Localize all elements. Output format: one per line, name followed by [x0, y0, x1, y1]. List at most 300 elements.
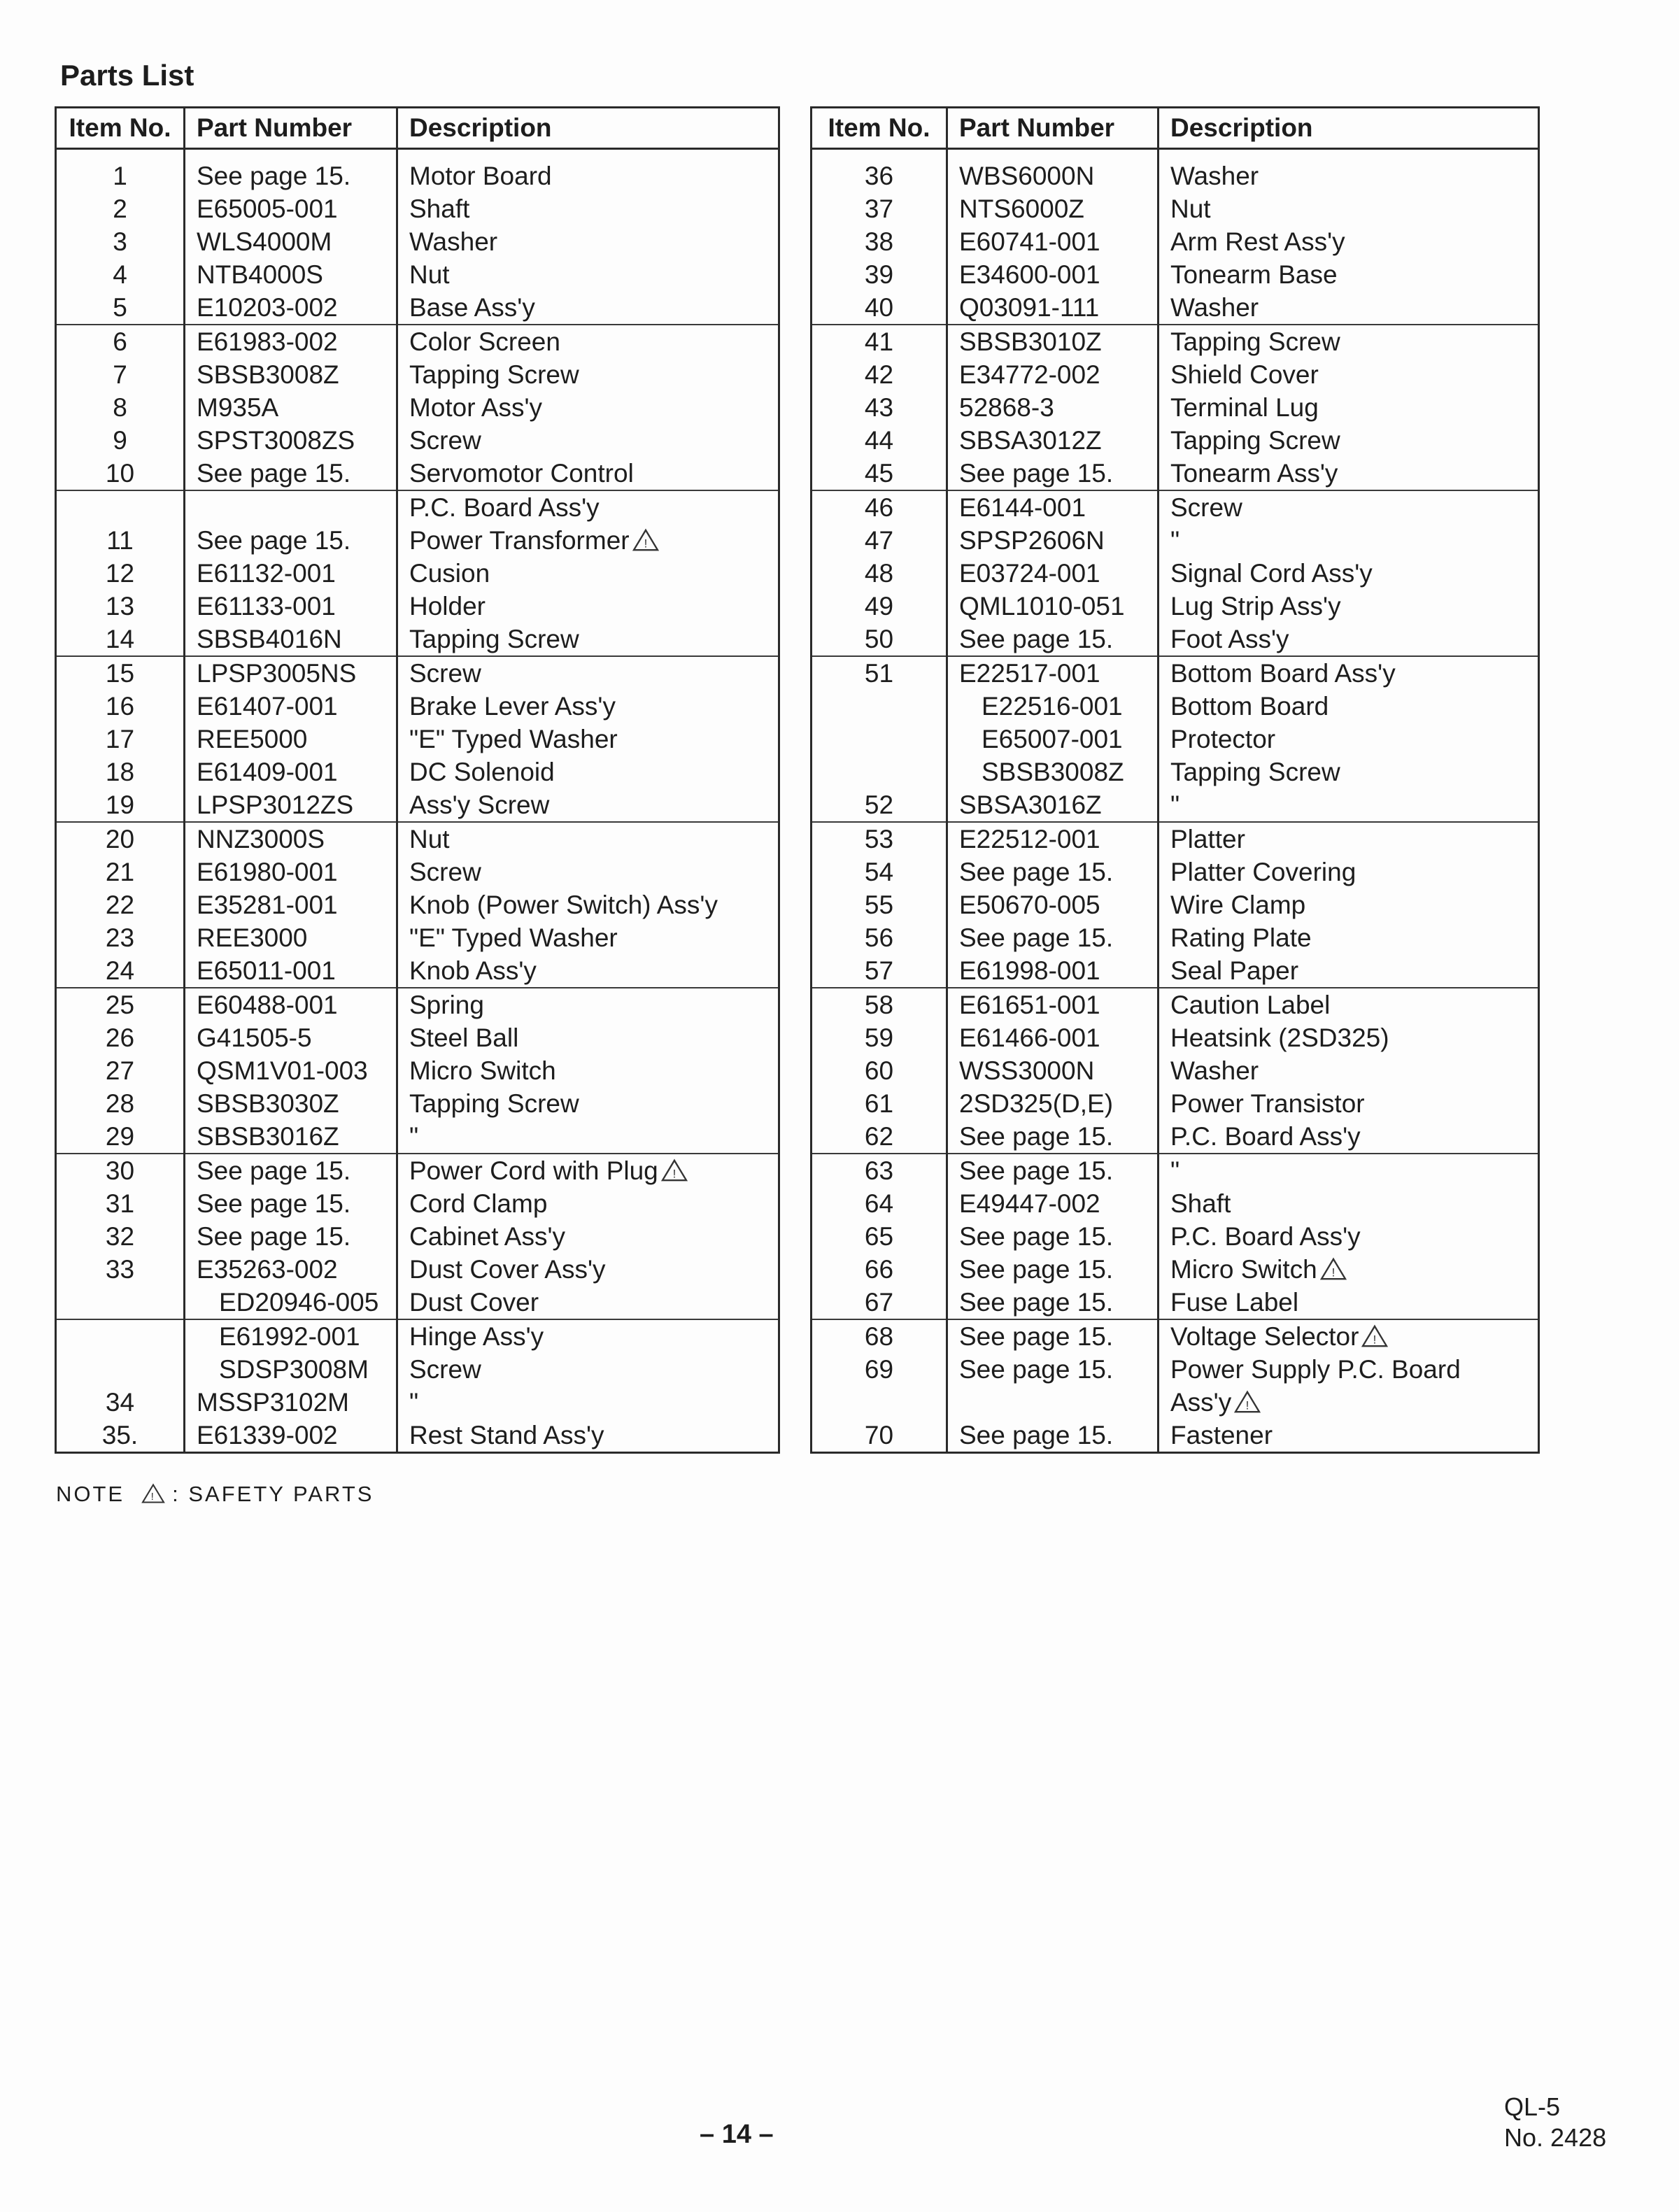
description-cell — [397, 1120, 779, 1154]
table-row — [812, 192, 1539, 225]
description-text: Power Supply P.C. Board — [1170, 1355, 1461, 1384]
description-text: Shaft — [1170, 1189, 1231, 1218]
item-number-text: 27 — [105, 1056, 135, 1085]
description-cell — [397, 1353, 779, 1386]
item-number-cell — [56, 192, 185, 225]
table-row — [56, 590, 779, 623]
part-number-cell — [185, 225, 397, 258]
part-number-text: SBSB4016N — [197, 625, 342, 653]
part-number-text: SBSB3008Z — [197, 360, 339, 389]
item-number-cell — [56, 788, 185, 822]
description-cell — [1159, 888, 1539, 921]
part-number-cell — [947, 358, 1159, 391]
item-number-text: 68 — [864, 1322, 894, 1351]
description-text: Steel Ball — [409, 1023, 519, 1052]
description-text: Signal Cord Ass'y — [1170, 559, 1373, 588]
part-number-text: QML1010-051 — [959, 592, 1125, 621]
part-number-text: See page 15. — [959, 858, 1114, 886]
item-number-cell — [812, 1187, 947, 1220]
part-number-text: REE5000 — [197, 725, 308, 753]
part-number-text: SBSB3016Z — [197, 1122, 339, 1151]
table-header-row — [56, 108, 779, 149]
part-number-text: NTS6000Z — [959, 194, 1084, 223]
item-number-cell — [812, 557, 947, 590]
item-number-cell — [812, 756, 947, 788]
part-number-cell — [947, 1353, 1159, 1386]
item-number-cell — [56, 391, 185, 424]
part-number-text: See page 15. — [959, 625, 1114, 653]
parts-table-left — [55, 106, 780, 1454]
table-row — [56, 424, 779, 457]
item-number-text: 13 — [105, 592, 135, 621]
table-row — [812, 856, 1539, 888]
table-row — [812, 1154, 1539, 1187]
item-number-cell — [56, 325, 185, 358]
table-row — [812, 690, 1539, 723]
part-number-text: E6144-001 — [959, 493, 1086, 522]
item-number-cell — [56, 856, 185, 888]
table-row — [56, 1386, 779, 1419]
part-number-cell — [947, 723, 1159, 756]
item-number-cell — [812, 258, 947, 291]
part-number-text: See page 15. — [197, 1189, 351, 1218]
item-number-text: 46 — [864, 493, 894, 522]
item-number-cell — [812, 690, 947, 723]
description-text: Protector — [1170, 725, 1276, 753]
description-cell — [1159, 1353, 1539, 1386]
item-number-text: 36 — [864, 162, 894, 190]
table-row — [812, 756, 1539, 788]
description-text: Bottom Board Ass'y — [1170, 659, 1396, 688]
description-cell — [1159, 756, 1539, 788]
description-text: Platter Covering — [1170, 858, 1356, 886]
description-text: Tapping Screw — [1170, 758, 1340, 786]
table-row — [56, 291, 779, 325]
description-text: Brake Lever Ass'y — [409, 692, 616, 721]
part-number-text: See page 15. — [959, 1288, 1114, 1317]
item-number-text: 9 — [113, 426, 127, 455]
description-text: Fastener — [1170, 1421, 1273, 1449]
table-row — [56, 524, 779, 557]
item-number-cell — [56, 590, 185, 623]
part-number-text: E61339-002 — [197, 1421, 338, 1449]
part-number-cell — [947, 888, 1159, 921]
item-number-text: 52 — [864, 790, 894, 819]
table-row — [56, 856, 779, 888]
description-cell — [1159, 1087, 1539, 1120]
table-row — [56, 325, 779, 358]
table-row — [56, 1021, 779, 1054]
part-number-cell — [947, 690, 1159, 723]
description-cell — [397, 1419, 779, 1453]
part-number-cell — [947, 225, 1159, 258]
table-row — [812, 1220, 1539, 1253]
table-row — [812, 1319, 1539, 1353]
description-cell — [1159, 149, 1539, 193]
part-number-cell — [185, 756, 397, 788]
description-cell — [1159, 1220, 1539, 1253]
description-cell — [1159, 524, 1539, 557]
part-number-text: SBSB3030Z — [197, 1089, 339, 1118]
part-number-text: 2SD325(D,E) — [959, 1089, 1114, 1118]
part-number-text: See page 15. — [959, 923, 1114, 952]
description-cell — [397, 988, 779, 1021]
description-text: Tonearm Base — [1170, 260, 1338, 289]
part-number-cell — [185, 1120, 397, 1154]
description-text: Ass'y — [1170, 1388, 1232, 1417]
description-cell — [397, 1286, 779, 1319]
description-cell — [1159, 1319, 1539, 1353]
item-number-cell — [812, 656, 947, 690]
table-row — [812, 1054, 1539, 1087]
table-row — [56, 391, 779, 424]
item-number-cell — [56, 258, 185, 291]
description-cell — [1159, 723, 1539, 756]
part-number-text: WSS3000N — [959, 1056, 1095, 1085]
item-number-text: 48 — [864, 559, 894, 588]
table-row — [56, 788, 779, 822]
part-number-cell — [947, 149, 1159, 193]
table-row — [812, 1386, 1539, 1419]
item-number-cell — [812, 723, 947, 756]
table-header-row — [812, 108, 1539, 149]
part-number-text: E65007-001 — [982, 725, 1123, 753]
part-number-text: E61983-002 — [197, 327, 338, 356]
part-number-cell — [185, 1021, 397, 1054]
table-row — [812, 1286, 1539, 1319]
item-number-text: 20 — [105, 825, 135, 853]
item-number-cell — [812, 1220, 947, 1253]
description-text: P.C. Board Ass'y — [1170, 1122, 1361, 1151]
part-number-cell — [185, 888, 397, 921]
part-number-cell — [947, 192, 1159, 225]
table-row — [812, 1419, 1539, 1453]
part-number-cell — [185, 291, 397, 325]
item-number-text: 39 — [864, 260, 894, 289]
table-row — [812, 590, 1539, 623]
item-number-cell — [56, 1187, 185, 1220]
description-text: Wire Clamp — [1170, 891, 1306, 919]
note-label: NOTE — [56, 1482, 125, 1506]
description-text: Motor Board — [409, 162, 552, 190]
part-number-cell — [185, 1187, 397, 1220]
part-number-cell — [185, 391, 397, 424]
part-number-text: REE3000 — [197, 923, 308, 952]
item-number-text: 53 — [864, 825, 894, 853]
item-number-cell — [812, 954, 947, 988]
item-number-cell — [812, 457, 947, 490]
document-id — [1504, 2092, 1606, 2153]
table-row — [56, 258, 779, 291]
item-number-text: 47 — [864, 526, 894, 555]
item-number-cell — [812, 149, 947, 193]
item-number-text: 45 — [864, 459, 894, 488]
table-row — [812, 490, 1539, 524]
description-text: Foot Ass'y — [1170, 625, 1289, 653]
part-number-cell — [185, 822, 397, 856]
description-cell — [397, 490, 779, 524]
item-number-cell — [56, 557, 185, 590]
item-number-cell — [812, 921, 947, 954]
table-row — [56, 225, 779, 258]
item-no-header: Item No. — [812, 108, 947, 149]
description-text: Platter — [1170, 825, 1245, 853]
item-number-text: 50 — [864, 625, 894, 653]
part-number-text: E60488-001 — [197, 991, 338, 1019]
description-cell — [397, 954, 779, 988]
item-number-cell — [812, 1253, 947, 1286]
part-number-text: E22516-001 — [982, 692, 1123, 721]
description-cell — [397, 1253, 779, 1286]
part-number-cell — [185, 1353, 397, 1386]
description-cell — [397, 756, 779, 788]
description-text: Rating Plate — [1170, 923, 1312, 952]
item-number-text: 26 — [105, 1023, 135, 1052]
description-cell — [1159, 954, 1539, 988]
svg-text:!: ! — [1331, 1265, 1336, 1279]
description-text: Seal Paper — [1170, 956, 1299, 985]
svg-text:!: ! — [672, 1167, 676, 1181]
part-number-cell — [185, 988, 397, 1021]
part-number-text: WBS6000N — [959, 162, 1095, 190]
item-number-cell — [56, 457, 185, 490]
item-number-cell — [56, 888, 185, 921]
part-number-cell — [947, 954, 1159, 988]
warning-triangle-icon — [632, 528, 659, 552]
model-code: QL-5 — [1504, 2092, 1561, 2121]
description-cell — [1159, 788, 1539, 822]
table-row — [812, 656, 1539, 690]
part-number-text: Q03091-111 — [959, 293, 1100, 322]
part-number-cell — [947, 1419, 1159, 1453]
item-number-cell — [56, 291, 185, 325]
item-number-text: 4 — [113, 260, 127, 289]
description-text: Base Ass'y — [409, 293, 535, 322]
part-number-cell — [185, 690, 397, 723]
description-text: Spring — [409, 991, 484, 1019]
item-number-cell — [812, 424, 947, 457]
description-text: Washer — [1170, 1056, 1259, 1085]
item-number-text: 8 — [113, 393, 127, 422]
part-number-cell — [947, 1087, 1159, 1120]
description-text: Washer — [1170, 293, 1259, 322]
item-number-text: 29 — [105, 1122, 135, 1151]
description-cell — [397, 325, 779, 358]
item-number-cell — [812, 1120, 947, 1154]
part-number-cell — [947, 921, 1159, 954]
item-number-cell — [56, 149, 185, 193]
part-number-cell — [947, 1220, 1159, 1253]
description-cell — [1159, 1253, 1539, 1286]
item-number-text: 19 — [105, 790, 135, 819]
part-number-text: NNZ3000S — [197, 825, 325, 853]
description-text: Arm Rest Ass'y — [1170, 227, 1345, 256]
safety-note — [56, 1482, 374, 1507]
table-row — [56, 1120, 779, 1154]
part-number-text: E49447-002 — [959, 1189, 1100, 1218]
description-text: P.C. Board Ass'y — [409, 493, 600, 522]
svg-text:!: ! — [1373, 1333, 1377, 1347]
description-text: Screw — [409, 858, 481, 886]
item-number-cell — [812, 1087, 947, 1120]
part-number-cell — [947, 1187, 1159, 1220]
part-number-cell — [185, 1220, 397, 1253]
item-number-cell — [56, 623, 185, 656]
part-number-text: SBSB3010Z — [959, 327, 1102, 356]
description-cell — [1159, 856, 1539, 888]
description-text: "E" Typed Washer — [409, 725, 618, 753]
description-text: Bottom Board — [1170, 692, 1329, 721]
table-row — [56, 1054, 779, 1087]
part-number-cell — [185, 1087, 397, 1120]
part-number-text: E61409-001 — [197, 758, 338, 786]
description-cell — [1159, 391, 1539, 424]
item-number-text: 59 — [864, 1023, 894, 1052]
item-number-cell — [56, 1253, 185, 1286]
part-number-cell — [947, 1286, 1159, 1319]
description-cell — [397, 557, 779, 590]
svg-text:!: ! — [1245, 1398, 1249, 1412]
table-row — [812, 149, 1539, 193]
part-number-cell — [185, 1253, 397, 1286]
part-number-text: E61466-001 — [959, 1023, 1100, 1052]
item-number-text: 58 — [864, 991, 894, 1019]
item-number-cell — [56, 723, 185, 756]
part-number-cell — [185, 457, 397, 490]
part-number-text: SBSB3008Z — [982, 758, 1124, 786]
table-row — [812, 424, 1539, 457]
description-text: " — [1170, 1156, 1180, 1185]
warning-triangle-icon — [1361, 1324, 1388, 1348]
table-row — [812, 723, 1539, 756]
part-number-cell — [947, 623, 1159, 656]
table-row — [812, 988, 1539, 1021]
description-text: Micro Switch — [1170, 1255, 1317, 1284]
description-cell — [1159, 325, 1539, 358]
table-row — [812, 1353, 1539, 1386]
part-number-text: NTB4000S — [197, 260, 323, 289]
part-number-text: E61133-001 — [197, 592, 336, 621]
item-number-text: 41 — [864, 327, 894, 356]
table-row — [56, 1154, 779, 1187]
item-number-text: 70 — [864, 1421, 894, 1449]
item-number-cell — [56, 490, 185, 524]
parts-table-right — [810, 106, 1540, 1454]
item-number-text: 40 — [864, 293, 894, 322]
part-number-text: G41505-5 — [197, 1023, 312, 1052]
description-text: Shaft — [409, 194, 470, 223]
description-cell — [1159, 623, 1539, 656]
item-number-text: 24 — [105, 956, 135, 985]
part-number-cell — [947, 788, 1159, 822]
description-cell — [1159, 1187, 1539, 1220]
doc-number: No. 2428 — [1504, 2123, 1607, 2152]
item-number-text: 67 — [864, 1288, 894, 1317]
table-row — [812, 225, 1539, 258]
table-row — [56, 988, 779, 1021]
table-row — [812, 954, 1539, 988]
item-number-text: 32 — [105, 1222, 135, 1251]
description-cell — [1159, 1419, 1539, 1453]
table-row — [56, 623, 779, 656]
description-text: Knob Ass'y — [409, 956, 537, 985]
part-number-cell — [185, 524, 397, 557]
item-number-text: 6 — [113, 327, 127, 356]
part-number-text: E03724-001 — [959, 559, 1100, 588]
item-number-cell — [56, 1054, 185, 1087]
description-text: " — [409, 1122, 419, 1151]
item-number-cell — [56, 225, 185, 258]
part-number-text: E50670-005 — [959, 891, 1100, 919]
description-text: Tapping Screw — [409, 625, 579, 653]
description-text: Screw — [409, 1355, 481, 1384]
item-number-cell — [56, 1021, 185, 1054]
description-cell — [397, 656, 779, 690]
item-number-text: 7 — [113, 360, 127, 389]
part-number-cell — [947, 325, 1159, 358]
part-number-text: E34600-001 — [959, 260, 1100, 289]
description-text: Tapping Screw — [409, 1089, 579, 1118]
part-number-text: 52868-3 — [959, 393, 1054, 422]
description-text: Voltage Selector — [1170, 1322, 1359, 1351]
item-number-cell — [56, 690, 185, 723]
description-cell — [397, 590, 779, 623]
item-number-cell — [56, 1353, 185, 1386]
item-number-cell — [812, 291, 947, 325]
item-no-header: Item No. — [56, 108, 185, 149]
table-row — [812, 1087, 1539, 1120]
description-cell — [397, 258, 779, 291]
item-number-cell — [812, 524, 947, 557]
item-number-text: 3 — [113, 227, 127, 256]
item-number-cell — [56, 358, 185, 391]
description-text: "E" Typed Washer — [409, 923, 618, 952]
table-row — [56, 921, 779, 954]
part-number-text: See page 15. — [197, 459, 351, 488]
warning-triangle-icon — [141, 1483, 165, 1504]
description-cell — [397, 225, 779, 258]
table-row — [812, 1120, 1539, 1154]
description-text: Washer — [409, 227, 498, 256]
item-number-text: 49 — [864, 592, 894, 621]
part-number-text: WLS4000M — [197, 227, 332, 256]
table-row — [56, 1419, 779, 1453]
description-cell — [397, 1021, 779, 1054]
description-text: Color Screen — [409, 327, 560, 356]
item-number-cell — [56, 1419, 185, 1453]
item-number-text: 69 — [864, 1355, 894, 1384]
part-number-cell — [185, 1154, 397, 1187]
item-number-text: 12 — [105, 559, 135, 588]
description-cell — [397, 723, 779, 756]
description-cell — [397, 391, 779, 424]
part-number-cell — [947, 291, 1159, 325]
description-cell — [397, 856, 779, 888]
part-number-cell — [947, 1120, 1159, 1154]
description-cell — [1159, 358, 1539, 391]
part-number-cell — [185, 1054, 397, 1087]
description-text: Power Transformer — [409, 526, 630, 555]
item-number-cell — [56, 1087, 185, 1120]
description-cell — [397, 1187, 779, 1220]
description-text: Micro Switch — [409, 1056, 556, 1085]
item-number-text: 15 — [105, 659, 135, 688]
description-text: Screw — [409, 659, 481, 688]
table-row — [56, 1087, 779, 1120]
item-number-cell — [812, 888, 947, 921]
part-number-text: MSSP3102M — [197, 1388, 349, 1417]
part-number-text: See page 15. — [197, 1222, 351, 1251]
